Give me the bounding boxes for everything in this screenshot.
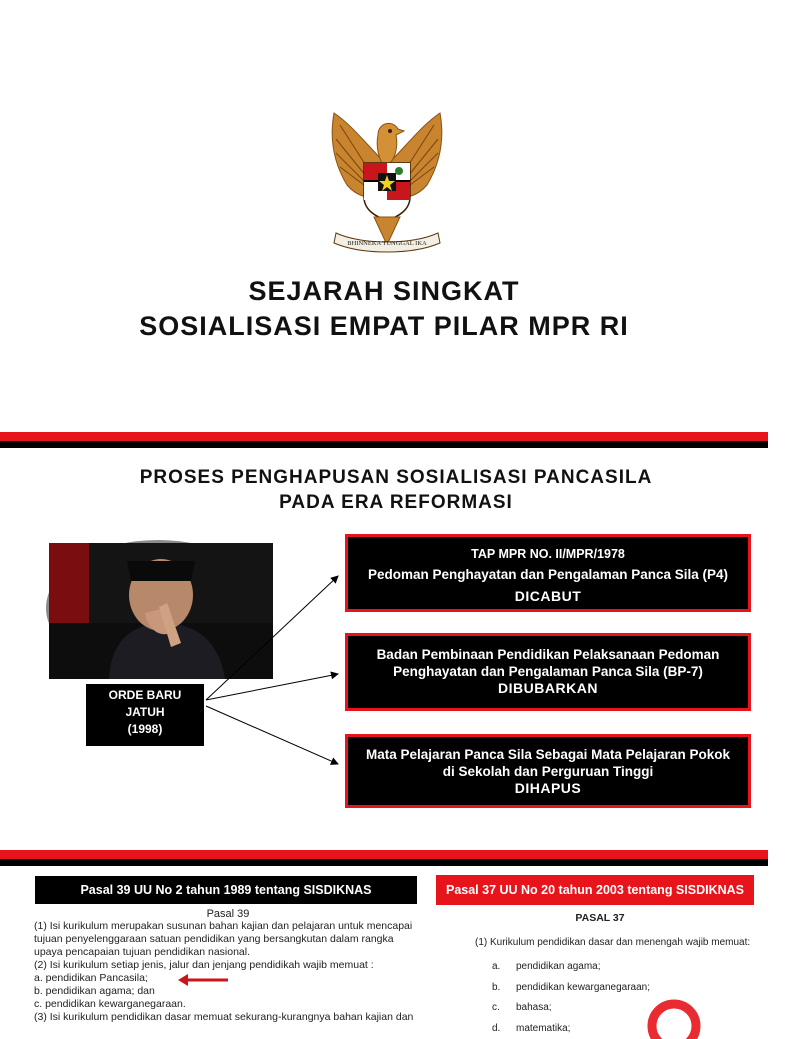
doc-line: (2) Isi kurikulum setiap jenis, jalur dan jenjang pendidikah wajib memuat : [34,959,424,972]
box-line-2: Pedoman Penghayatan dan Pengalaman Panca Sila (P4) [348,566,748,583]
red-arrow-icon [178,974,230,986]
orde-line-2: JATUH [86,704,204,721]
slide-separator [0,850,768,866]
pasal-37-intro: (1) Kurikulum pendidikan dasar dan menengah wajib memuat: [475,936,765,949]
pasal-37-list [492,957,752,1039]
doc-line: a. pendidikan Pancasila; [34,972,424,985]
orde-line-1: ORDE BARU [86,687,204,704]
pasal-39-header: Pasal 39 UU No 2 tahun 1989 tentang SISDIKNAS [35,876,417,904]
box-status: DIBUBARKAN [348,680,748,696]
sisdiknas-comparison-slide [0,866,768,1024]
title-slide [0,0,768,432]
list-item: c. bahasa; [492,998,752,1019]
pasal-39-heading: Pasal 39 [160,908,296,920]
box-line-1: TAP MPR NO. II/MPR/1978 [348,546,748,563]
watermark-logo-icon [640,996,700,1036]
slide-title-line-1: PROSES PENGHAPUSAN SOSIALISASI PANCASILA [0,467,792,489]
doc-line: upaya pencapaian tujuan pendidikan nasional. [34,946,424,959]
doc-line: b. pendidikan agama; dan [34,985,424,998]
list-item: b. pendidikan kewarganegaraan; [492,978,752,999]
pasal-39-text [34,920,424,1024]
doc-line: tujuan penyelenggaraan satuan pendidikan yang bersangkutan dalam rangka [34,933,424,946]
doc-line: (3) Isi kurikulum pendidikan dasar memuat sekurang-kurangnya bahan kajian dan [34,1011,424,1024]
mata-pelajaran-box [345,734,751,808]
pasal-37-header: Pasal 37 UU No 20 tahun 2003 tentang SISDIKNAS [436,875,754,905]
slide-title-line-2: PADA ERA REFORMASI [0,492,792,514]
slide-title-line-2: SOSIALISASI EMPAT PILAR MPR RI [0,311,768,342]
list-item: d. matematika; [492,1019,752,1039]
doc-line: c. pendidikan kewarganegaraan. [34,998,424,1011]
box-status: DICABUT [348,588,748,604]
box-line-1: Badan Pembinaan Pendidikan Pelaksanaan Pedoman [348,646,748,663]
tap-mpr-box [345,534,751,612]
list-item: a. pendidikan agama; [492,957,752,978]
orde-line-3: (1998) [86,721,204,738]
box-line-1: Mata Pelajaran Panca Sila Sebagai Mata Pelajaran Pokok [348,746,748,763]
pasal-37-heading: PASAL 37 [530,912,670,924]
bp7-box [345,633,751,711]
box-line-2: di Sekolah dan Perguruan Tinggi [348,763,748,780]
slide-separator [0,432,768,448]
slide-title-line-1: SEJARAH SINGKAT [0,276,768,307]
box-line-2: Penghayatan dan Pengalaman Panca Sila (BP-7) [348,663,748,680]
portrait-photo [46,540,270,676]
arrow-to-box-3 [206,706,338,764]
box-status: DIHAPUS [348,780,748,796]
doc-line: (1) Isi kurikulum merupakan susunan bahan kajian dan pelajaran untuk mencapai [34,920,424,933]
garuda-pancasila-emblem [312,105,462,260]
emblem-motto: BHINNEKA TUNGGAL IKA [347,240,427,247]
orde-baru-label [86,684,204,746]
reformasi-slide [0,448,768,850]
